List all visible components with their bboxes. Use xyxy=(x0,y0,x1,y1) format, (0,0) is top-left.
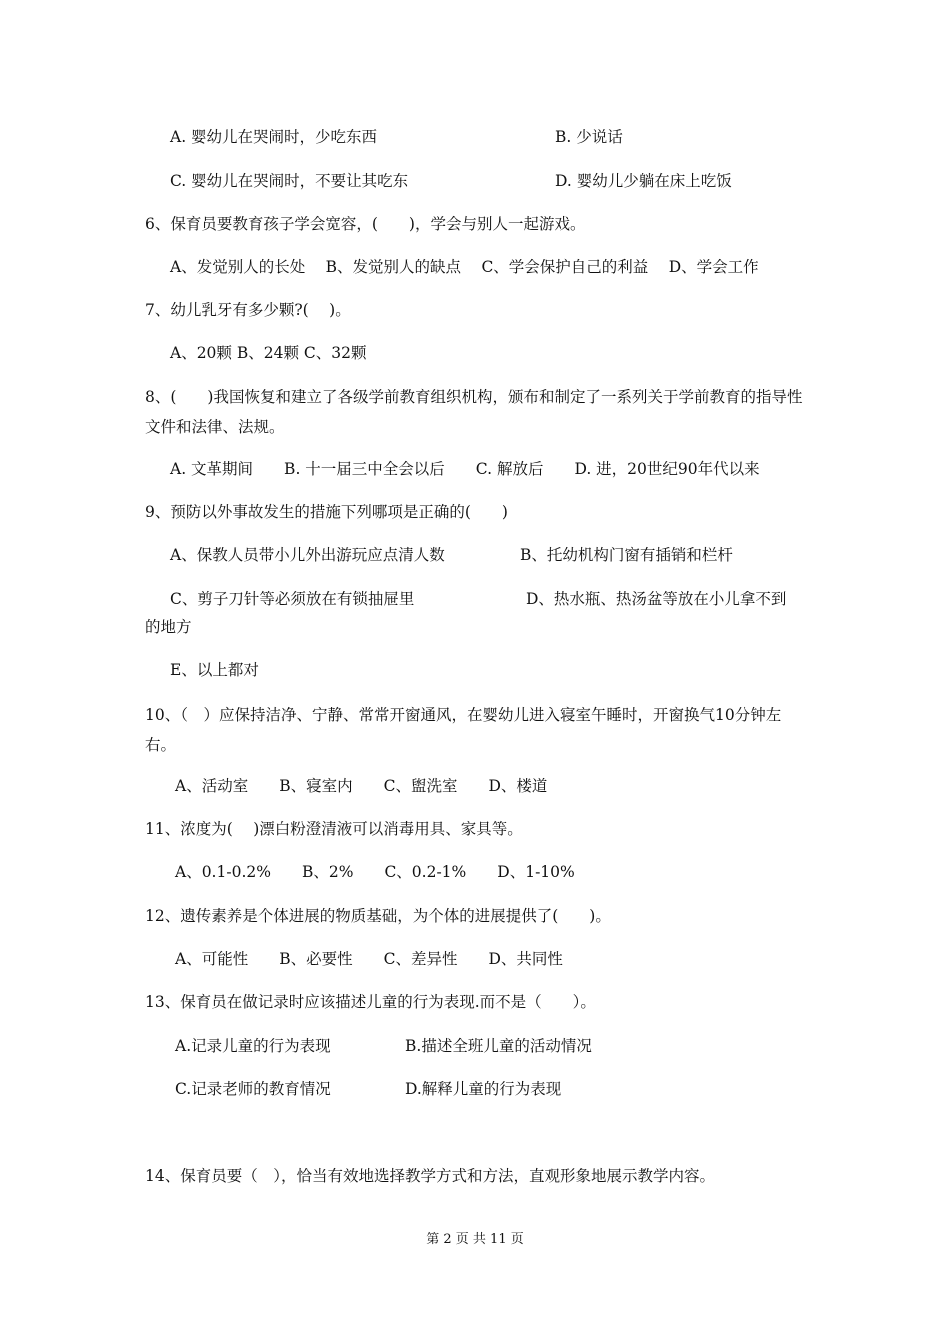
q9-option-e: E、以上都对 xyxy=(170,661,259,679)
q13-option-b: B.描述全班儿童的活动情况 xyxy=(405,1037,592,1055)
q11-stem: 11、浓度为( )漂白粉澄清液可以消毒用具、家具等。 xyxy=(145,820,523,838)
q7-stem: 7、幼儿乳牙有多少颗?( )。 xyxy=(145,301,351,319)
q9-option-a: A、保教人员带小儿外出游玩应点清人数 xyxy=(170,546,445,564)
q12-options: A、可能性 B、必要性 C、差异性 D、共同性 xyxy=(175,950,563,968)
q9-option-c: C、剪子刀针等必须放在有锁抽屉里 xyxy=(170,590,415,608)
q6-options: A、发觉别人的长处 B、发觉别人的缺点 C、学会保护自己的利益 D、学会工作 xyxy=(170,258,759,276)
q13-stem: 13、保育员在做记录时应该描述儿童的行为表现.而不是（ ）。 xyxy=(145,993,596,1011)
q11-options: A、0.1-0.2% B、2% C、0.2-1% D、1-10% xyxy=(175,863,575,881)
q5-option-a: A. 婴幼儿在哭闹时，少吃东西 xyxy=(170,128,378,146)
q13-option-a: A.记录儿童的行为表现 xyxy=(175,1037,331,1055)
q9-option-d: D、热水瓶、热汤盆等放在小儿拿不到 xyxy=(526,590,787,608)
q8-stem: 8、( )我国恢复和建立了各级学前教育组织机构，颁布和制定了一系列关于学前教育的指导性文件和法律、法规。 xyxy=(145,388,803,436)
q9-option-b: B、托幼机构门窗有插销和栏杆 xyxy=(520,546,733,564)
q7-options: A、20颗 B、24颗 C、32颗 xyxy=(170,344,367,362)
q5-option-c: C. 婴幼儿在哭闹时，不要让其吃东 xyxy=(170,172,409,190)
q5-option-d: D. 婴幼儿少躺在床上吃饭 xyxy=(555,172,732,190)
q9-stem: 9、预防以外事故发生的措施下列哪项是正确的( ) xyxy=(145,503,508,521)
q12-stem: 12、遗传素养是个体进展的物质基础，为个体的进展提供了( )。 xyxy=(145,907,611,925)
q10-options: A、活动室 B、寝室内 C、盥洗室 D、楼道 xyxy=(175,777,548,795)
q5-option-b: B. 少说话 xyxy=(555,128,623,146)
q13-option-d: D.解释儿童的行为表现 xyxy=(405,1080,562,1098)
q13-option-c: C.记录老师的教育情况 xyxy=(175,1080,331,1098)
q9-option-d-continued: 的地方 xyxy=(145,618,192,636)
q6-stem: 6、保育员要教育孩子学会宽容，( )，学会与别人一起游戏。 xyxy=(145,215,586,233)
page-footer: 第 2 页 共 11 页 xyxy=(426,1232,524,1247)
q8-options: A. 文革期间 B. 十一届三中全会以后 C. 解放后 D. 进，20世纪90年代以来 xyxy=(170,460,760,478)
q10-stem: 10、（ ）应保持洁净、宁静、常常开窗通风，在婴幼儿进入寝室午睡时，开窗换气10分钟左右。 xyxy=(145,706,782,754)
q14-stem: 14、保育员要（ ），恰当有效地选择教学方式和方法，直观形象地展示教学内容。 xyxy=(145,1167,715,1185)
